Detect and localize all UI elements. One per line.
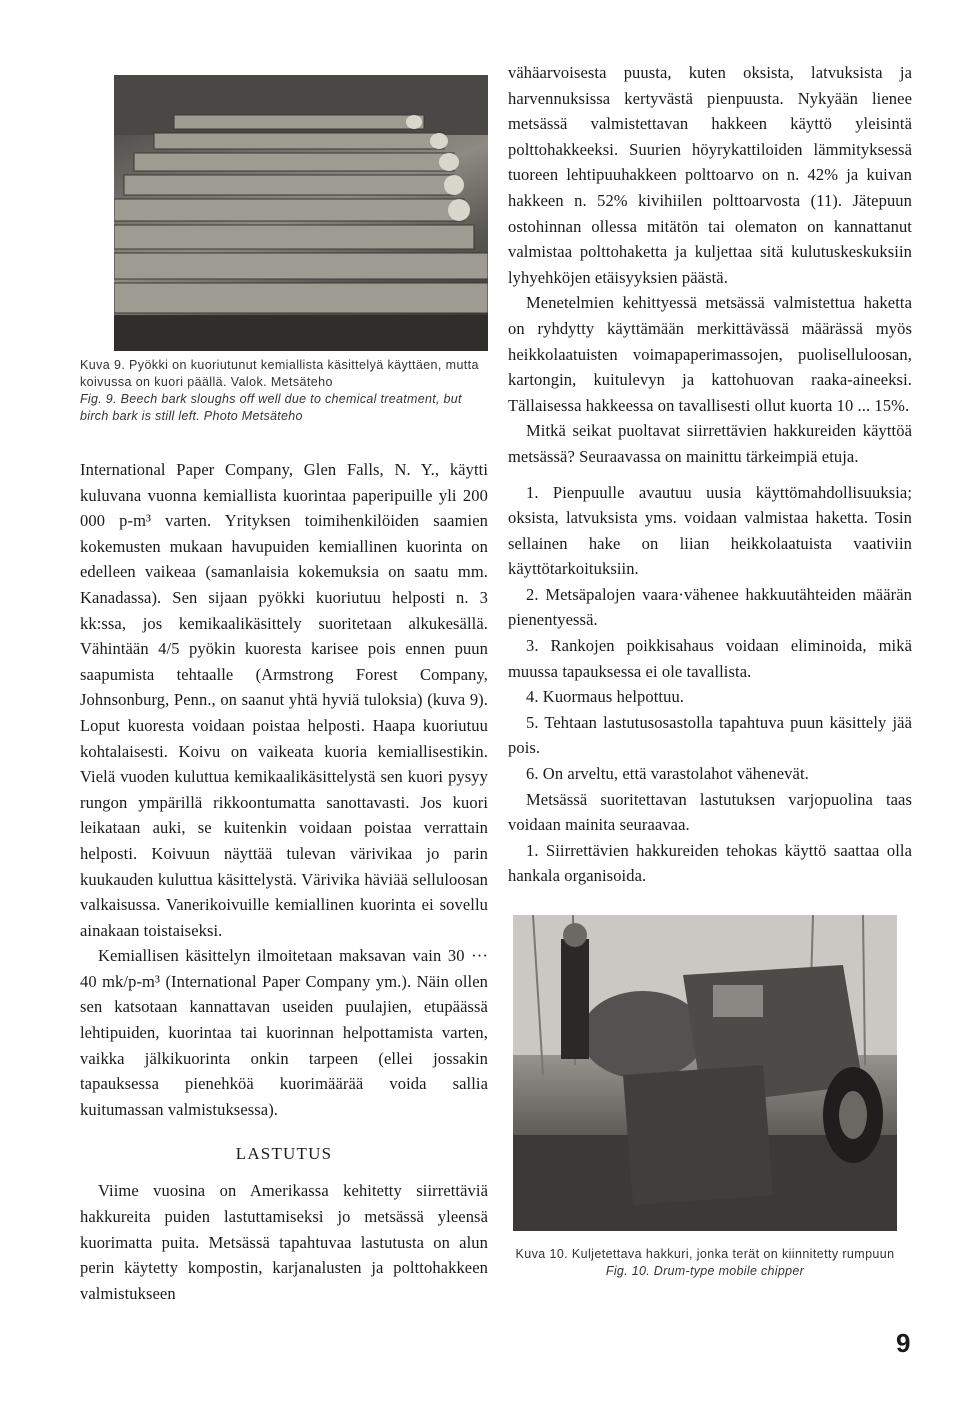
figure-10-caption-en: Fig. 10. Drum-type mobile chipper bbox=[605, 1264, 805, 1278]
list-item: 1. Pienpuulle avautuu uusia käyttömahdollisuuksia; oksista, latvuksista yms. voidaan valmistaa haketta. Tosin sellainen hake on liian heikkolaatuista vaativiin käyttötarkoituksiin. bbox=[508, 482, 912, 579]
mobile-chipper-illustration bbox=[513, 915, 897, 1231]
body-paragraph: Viime vuosina on Amerikassa kehitetty siirrettäviä hakkureita puiden lastuttamiseksi jo metsässä yleensä kuorimatta puita. Metsässä tapahtuvaa lastutusta on alun perin käytetty kompostin, karjanalusten ja polttohakkeen valmistukseen bbox=[80, 1181, 488, 1303]
list-item: 4. Kuormaus helpottuu. bbox=[526, 687, 685, 707]
left-column bbox=[80, 75, 488, 1306]
page-number: 9 bbox=[896, 1328, 911, 1358]
list-item: 2. Metsäpalojen vaara·vähenee hakkuutähteiden määrän pienentyessä. bbox=[508, 584, 912, 630]
body-paragraph: Kemiallisen käsittelyn ilmoitetaan maksavan vain 30 ··· 40 mk/p-m³ (International Paper Company ym.). Näin ollen sen katsotaan kannattavan useiden puulajien, etupäässä lehtipuiden, kuorintaa tai kuorinnan helpottamista varten, vaikka jälkikuorinta onkin tarpeen (ellei jossakin tapauksessa pienehköä kuorimäärää voida sallia kuitumassan valmistuksessa). bbox=[80, 946, 488, 1119]
section-heading: LASTUTUS bbox=[235, 1144, 333, 1164]
body-paragraph: vähäarvoisesta puusta, kuten oksista, latvuksista ja harvennuksissa kertyvästä pienpuusta. Nykyään lienee metsässä valmistettavan hakkeen käyttö yleisintä polttohakkeeksi. Suurien höyrykattiloiden lämmityksessä tuoreen lehtipuuhakkeen polttoarvo on n. 42% ja kuivan hakkeen n. 52% kivihiilen polttoarvosta (11). Jätepuun ostohinnan ollessa mitätön tai olematon on kannattanut valmistaa polttohaketta ja kuljettaa sitä kulutuskeskuksiin lyhyehköjen etäisyyksien päästä. bbox=[508, 63, 912, 287]
list-item: 1. Siirrettävien hakkureiden tehokas käyttö saattaa olla hankala organisoida. bbox=[508, 840, 912, 886]
figure-10-caption-fi: Kuva 10. Kuljetettava hakkuri, jonka terät on kiinnitetty rumpuun bbox=[515, 1247, 895, 1261]
body-paragraph: International Paper Company, Glen Falls, N. Y., käytti kuluvana vuonna kemiallista kuorintaa paperipuille yli 200 000 p-m³ varten. Yrityksen toimihenkilöiden saamien kokemusten mukaan havupuiden kemiallinen kuorinta on edelleen vaikeaa (samanlaisia kokemuksia on saatu mm. Kanadassa). Sen sijaan pyökki kuoriutuu helposti n. 3 kk:ssa, jos kemikaalikäsittely suoritetaan alkukesällä. Vähintään 4/5 pyökin kuoresta karisee pois ennen puun saapumista tehtaalle (Armstrong Forest Company, Johnsonburg, Penn., on saanut yhtä hyviä tuloksia) (kuva 9). Loput kuoresta voidaan poistaa helposti. Haapa kuoriutuu kohtalaisesti. Koivu on vaikeata kuoria kemiallisestikin. Vielä vuoden kuluttua kemikaalikäsittelystä sen kuori pysyy rungon ympärillä rikkoontumatta sanottavasti. Jos kuori leikataan auki, se kuitenkin voidaan poistaa verrattain helposti. Koivuun näyttää tulevan värivikaa jo parin kuukauden kuluttua käsittelystä. Värivika häviää selluloosan valkaisussa. Vanerikoivuille kemiallinen kuorinta ei sovellu ainakaan toistaiseksi. bbox=[80, 460, 488, 940]
body-paragraph: Mitkä seikat puoltavat siirrettävien hakkureiden käyttöä metsässä? Seuraavassa on mainittu tärkeimpiä etuja. bbox=[508, 421, 912, 466]
figure-9-caption-fi: Kuva 9. Pyökki on kuoriutunut kemiallista käsittelyä käyttäen, mutta koivussa on kuori päällä. Valok. Metsäteho bbox=[80, 358, 479, 389]
list-item: 6. On arveltu, että varastolahot vähenevät. bbox=[526, 764, 809, 784]
body-paragraph: Metsässä suoritettavan lastutuksen varjopuolina taas voidaan mainita seuraavaa. bbox=[508, 789, 912, 835]
body-paragraph: Menetelmien kehittyessä metsässä valmistettua haketta on ryhdytty käyttämään merkittävässä määrässä myös heikkolaatuisten voimapaperimassojen, puoliselluloosan, kartongin, kuitulevyn ja kattohuovan raaka-aineeksi. Tällaisessa hakkeessa on tavallisesti ollut kuorta 10 ... 15%. bbox=[508, 293, 912, 415]
list-item: 5. Tehtaan lastutusosastolla tapahtuva puun käsittely jää pois. bbox=[508, 712, 912, 758]
figure-10-caption bbox=[513, 1240, 897, 1280]
list-item: 3. Rankojen poikkisahaus voidaan eliminoida, mikä muussa tapauksessa ei ole tavallista. bbox=[508, 636, 912, 681]
figure-9-caption-en: Fig. 9. Beech bark sloughs off well due to chemical treatment, but birch bark is still left. Photo Metsäteho bbox=[80, 392, 462, 423]
figure-10-photo bbox=[513, 915, 897, 1231]
figure-9-photo bbox=[114, 75, 488, 351]
right-column bbox=[508, 60, 912, 889]
stacked-logs-illustration bbox=[114, 75, 488, 351]
figure-9-caption bbox=[80, 357, 488, 425]
